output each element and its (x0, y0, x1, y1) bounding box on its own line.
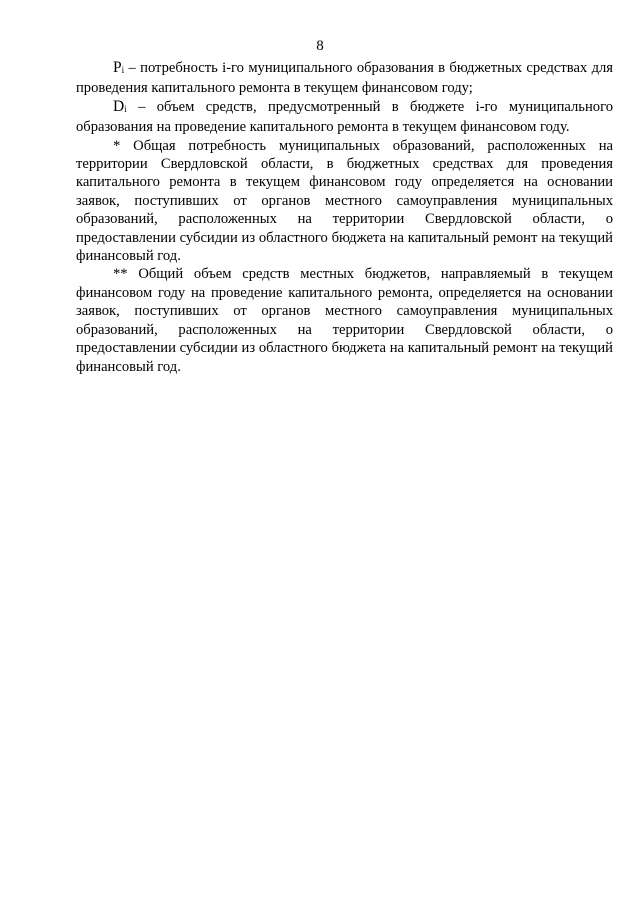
variable-symbol: $D_i$ (113, 97, 127, 115)
variable-symbol: $P_i$ (113, 59, 125, 76)
definition-text: – потребность i-го муниципального образования в бюджетных средствах для проведения капитального ремонта в текущем финансовом году; (76, 60, 613, 97)
document-body (76, 59, 613, 376)
page-number: 8 (316, 38, 324, 54)
definition-p-i (76, 59, 613, 98)
definition-text: – объем средств, предусмотренный в бюджете i-го муниципального образования на проведение капитального ремонта в текущем финансовом году. (76, 98, 613, 136)
footnote-single-asterisk: * Общая потребность муниципальных образований, расположенных на территории Свердловской области, в бюджетных средствах для проведения капитального ремонта в текущем финансовом году определяется на основании заявок, поступивших от органов местного самоуправления муниципальных образований, расположенных на территории Свердловской области, о предоставлении субсидии из областного бюджета на капитальный ремонт на текущий финансовый год. (76, 137, 613, 265)
definition-d-i (76, 98, 613, 137)
footnote-double-asterisk: ** Общий объем средств местных бюджетов, направляемый в текущем финансовом году на проведение капитального ремонта, определяется на основании заявок, поступивших от органов местного самоуправления муниципальных образований, расположенных на территории Свердловской области, о предоставлении субсидии из областного бюджета на капитальный ремонт на текущий финансовый год. (76, 266, 613, 375)
